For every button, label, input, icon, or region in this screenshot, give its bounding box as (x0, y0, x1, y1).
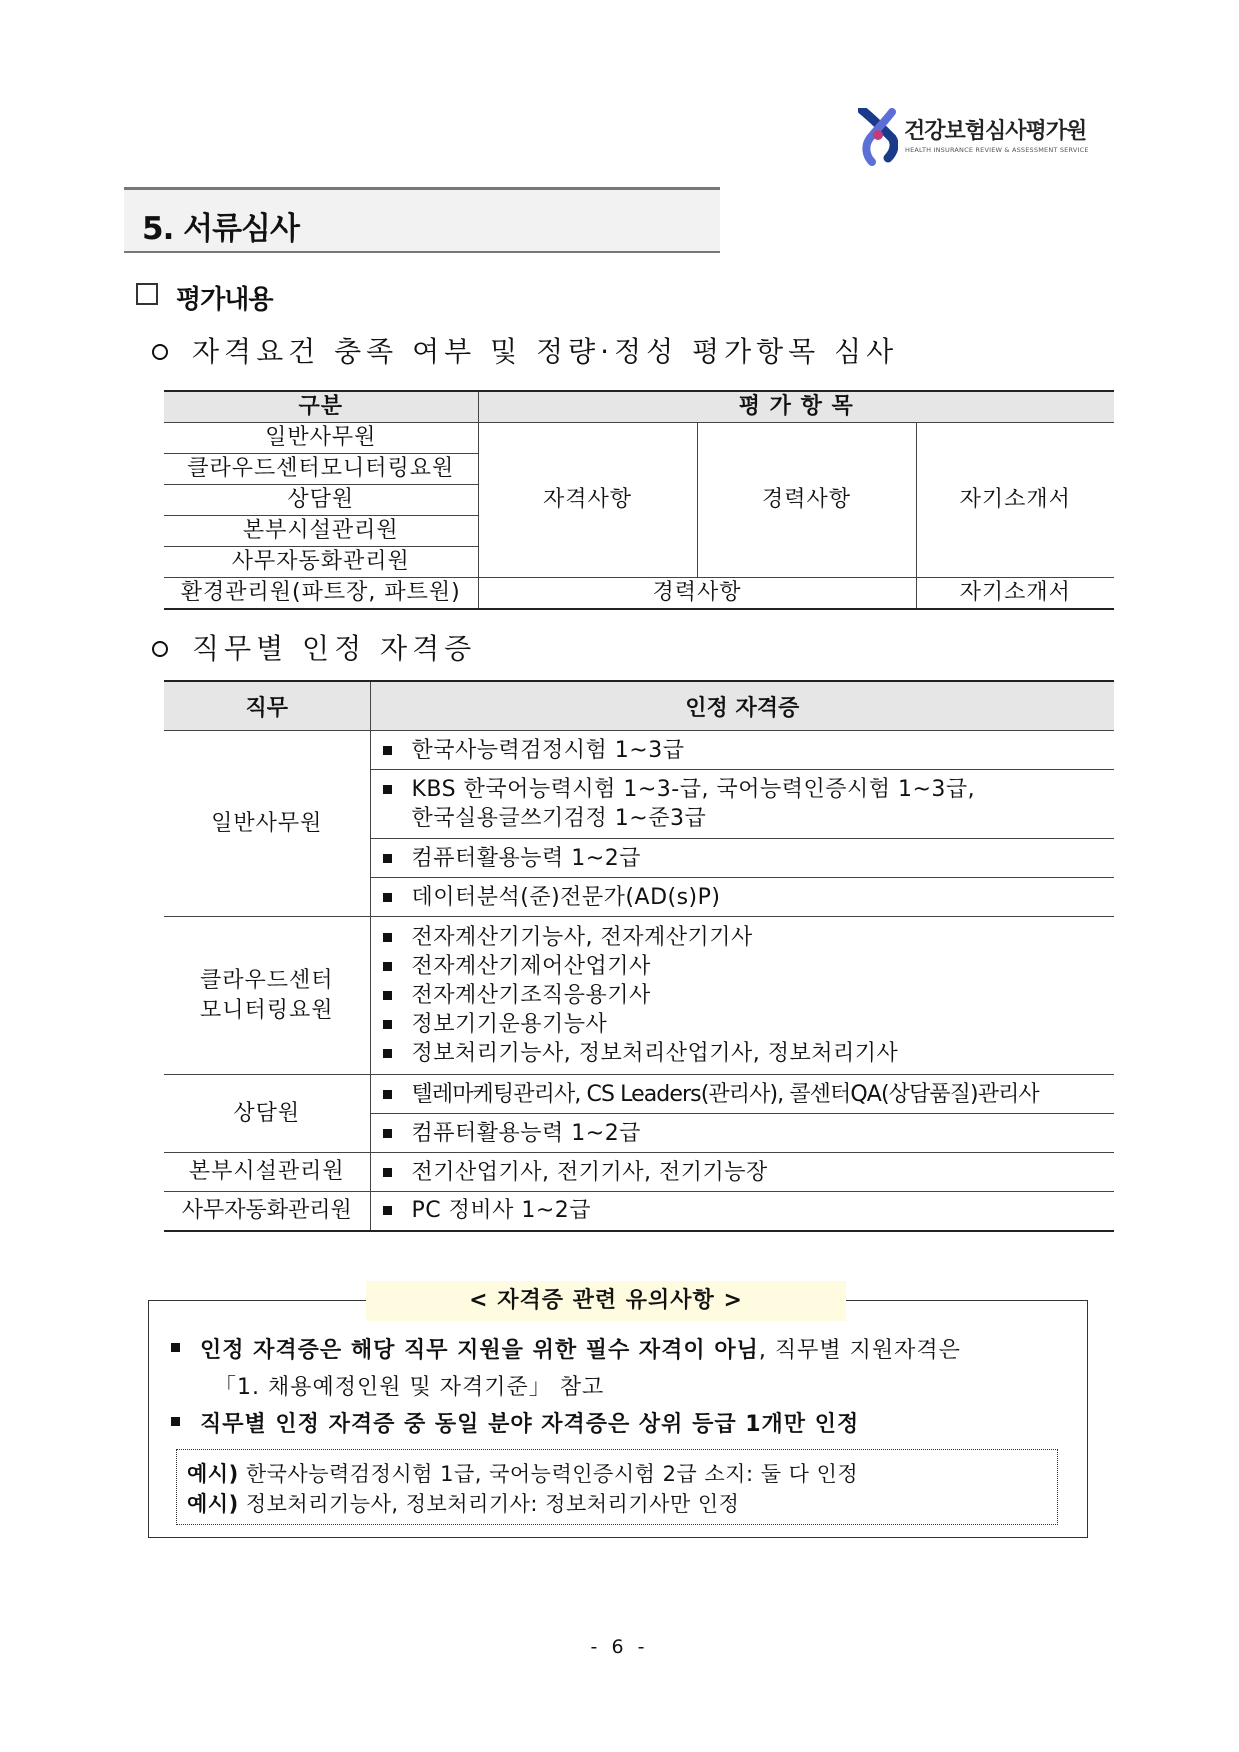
cert-item: PC 정비사 1~2급 (411, 1198, 592, 1224)
example-label: 예시) (187, 1492, 239, 1516)
table-cell-cert (370, 878, 1114, 917)
square-bullet-icon (383, 1049, 392, 1058)
square-bullet-icon (383, 1168, 392, 1177)
example-text: 정보처리기능사, 정보처리기사: 정보처리기사만 인정 (245, 1492, 740, 1516)
example-line (187, 1488, 739, 1518)
notice-line-2 (200, 1407, 859, 1438)
table-cell-eval: 경력사항 (697, 423, 916, 578)
table-header: 직무 (164, 681, 370, 731)
square-bullet-icon (383, 1206, 392, 1215)
table-cell-cert (370, 1192, 1114, 1231)
cert-item: 컴퓨터활용능력 1~2급 (411, 845, 641, 871)
cert-item: KBS 한국어능력시험 1~3-급, 국어능력인증시험 1~3급, (411, 777, 976, 802)
table-header: 인정 자격증 (370, 681, 1114, 731)
cert-item: 컴퓨터활용능력 1~2급 (411, 1120, 641, 1146)
notice-text: , 직무별 지원자격은 (758, 1338, 961, 1363)
job-line: 모니터링요원 (199, 997, 334, 1023)
notice-emphasis: 직무별 인정 자격증 중 동일 분야 자격증은 상위 등급 1개만 인정 (200, 1412, 860, 1437)
circle-bullet-icon (152, 344, 168, 360)
notice-line-1 (200, 1333, 961, 1364)
square-bullet-icon (171, 1343, 180, 1352)
table-header: 구분 (164, 391, 478, 423)
cert-item: 전기산업기사, 전기기사, 전기기능장 (411, 1159, 768, 1185)
bullet-heading-evaluation: 자격요건 충족 여부 및 정량·정성 평가항목 심사 (192, 335, 899, 368)
table-cell-cert (370, 770, 1114, 839)
example-label: 예시) (187, 1462, 239, 1486)
square-bullet-icon (383, 854, 392, 863)
table-header: 평 가 항 목 (478, 391, 1114, 423)
square-bullet-icon (383, 893, 392, 902)
cert-item: 정보기기운용기능사 (411, 1012, 608, 1037)
table-cell-cert (370, 917, 1114, 1075)
cert-item: 전자계산기조직응용기사 (411, 983, 651, 1008)
table-cell-job: 본부시설관리원 (164, 516, 478, 547)
square-bullet-icon (383, 991, 392, 1000)
cert-item: 전자계산기제어산업기사 (411, 954, 651, 979)
square-bullet-icon (383, 1090, 392, 1099)
page-number: - 6 - (590, 1636, 649, 1658)
subsection-title: 평가내용 (176, 285, 273, 315)
table-cell-job: 상담원 (164, 1075, 370, 1153)
table-cell-cert (370, 731, 1114, 770)
logo-subtitle: HEALTH INSURANCE REVIEW & ASSESSMENT SERVICE (905, 146, 1089, 154)
cert-item: 한국사능력검정시험 1~3급 (411, 737, 685, 763)
table-cell-cert (370, 839, 1114, 878)
table-cell-job: 상담원 (164, 485, 478, 516)
table-cell-job: 사무자동화관리원 (164, 1192, 370, 1231)
organization-logo (858, 108, 1098, 168)
table-cell-job: 일반사무원 (164, 423, 478, 454)
table-cell-eval: 자격사항 (478, 423, 697, 578)
evaluation-table (164, 390, 1114, 610)
table-cell-job: 클라우드센터모니터링요원 (164, 454, 478, 485)
table-cell-eval: 자기소개서 (916, 423, 1114, 578)
job-line: 클라우드센터 (199, 967, 334, 993)
table-cell-job: 본부시설관리원 (164, 1153, 370, 1192)
cert-item: 데이터분석(준)전문가(AD(s)P) (411, 884, 721, 910)
example-line (187, 1458, 858, 1488)
square-bullet-icon (383, 746, 392, 755)
notice-line-1-continued: 「1. 채용예정인원 및 자격기준」 참고 (214, 1375, 605, 1400)
notice-emphasis: 인정 자격증은 해당 직무 지원을 위한 필수 자격이 아님 (200, 1338, 759, 1363)
square-bullet-icon (383, 933, 392, 942)
checkbox-square-icon (136, 283, 158, 305)
section-title: 5. 서류심사 (142, 211, 299, 247)
square-bullet-icon (383, 1020, 392, 1029)
table-cell-cert (370, 1075, 1114, 1114)
table-cell-job: 사무자동화관리원 (164, 547, 478, 578)
square-bullet-icon (383, 785, 392, 794)
example-text: 한국사능력검정시험 1급, 국어능력인증시험 2급 소지: 둘 다 인정 (245, 1462, 859, 1486)
square-bullet-icon (383, 962, 392, 971)
cert-item: 한국실용글쓰기검정 1~준3급 (411, 806, 707, 831)
cert-item: 정보처리기능사, 정보처리산업기사, 정보처리기사 (411, 1041, 899, 1066)
section-title-bar (124, 187, 720, 253)
table-cell-job (164, 917, 370, 1075)
square-bullet-icon (171, 1417, 180, 1426)
cert-item: 텔레마케팅관리사, CS Leaders(관리사), 콜센터QA(상담품질)관리사 (411, 1081, 1039, 1107)
bullet-heading-certificates: 직무별 인정 자격증 (192, 632, 477, 665)
notice-title: < 자격증 관련 유의사항 > (366, 1281, 846, 1321)
circle-bullet-icon (152, 641, 168, 657)
certificate-table (164, 680, 1114, 1232)
table-cell-job: 환경관리원(파트장, 파트원) (164, 578, 478, 610)
table-cell-eval: 경력사항 (478, 578, 916, 610)
table-cell-cert (370, 1153, 1114, 1192)
table-cell-cert (370, 1114, 1114, 1153)
square-bullet-icon (383, 1129, 392, 1138)
logo-name: 건강보험심사평가원 (904, 119, 1087, 144)
table-cell-job: 일반사무원 (164, 731, 370, 917)
cert-item: 전자계산기기능사, 전자계산기기사 (411, 925, 753, 950)
table-cell-eval: 자기소개서 (916, 578, 1114, 610)
logo-mark-icon (858, 108, 898, 166)
